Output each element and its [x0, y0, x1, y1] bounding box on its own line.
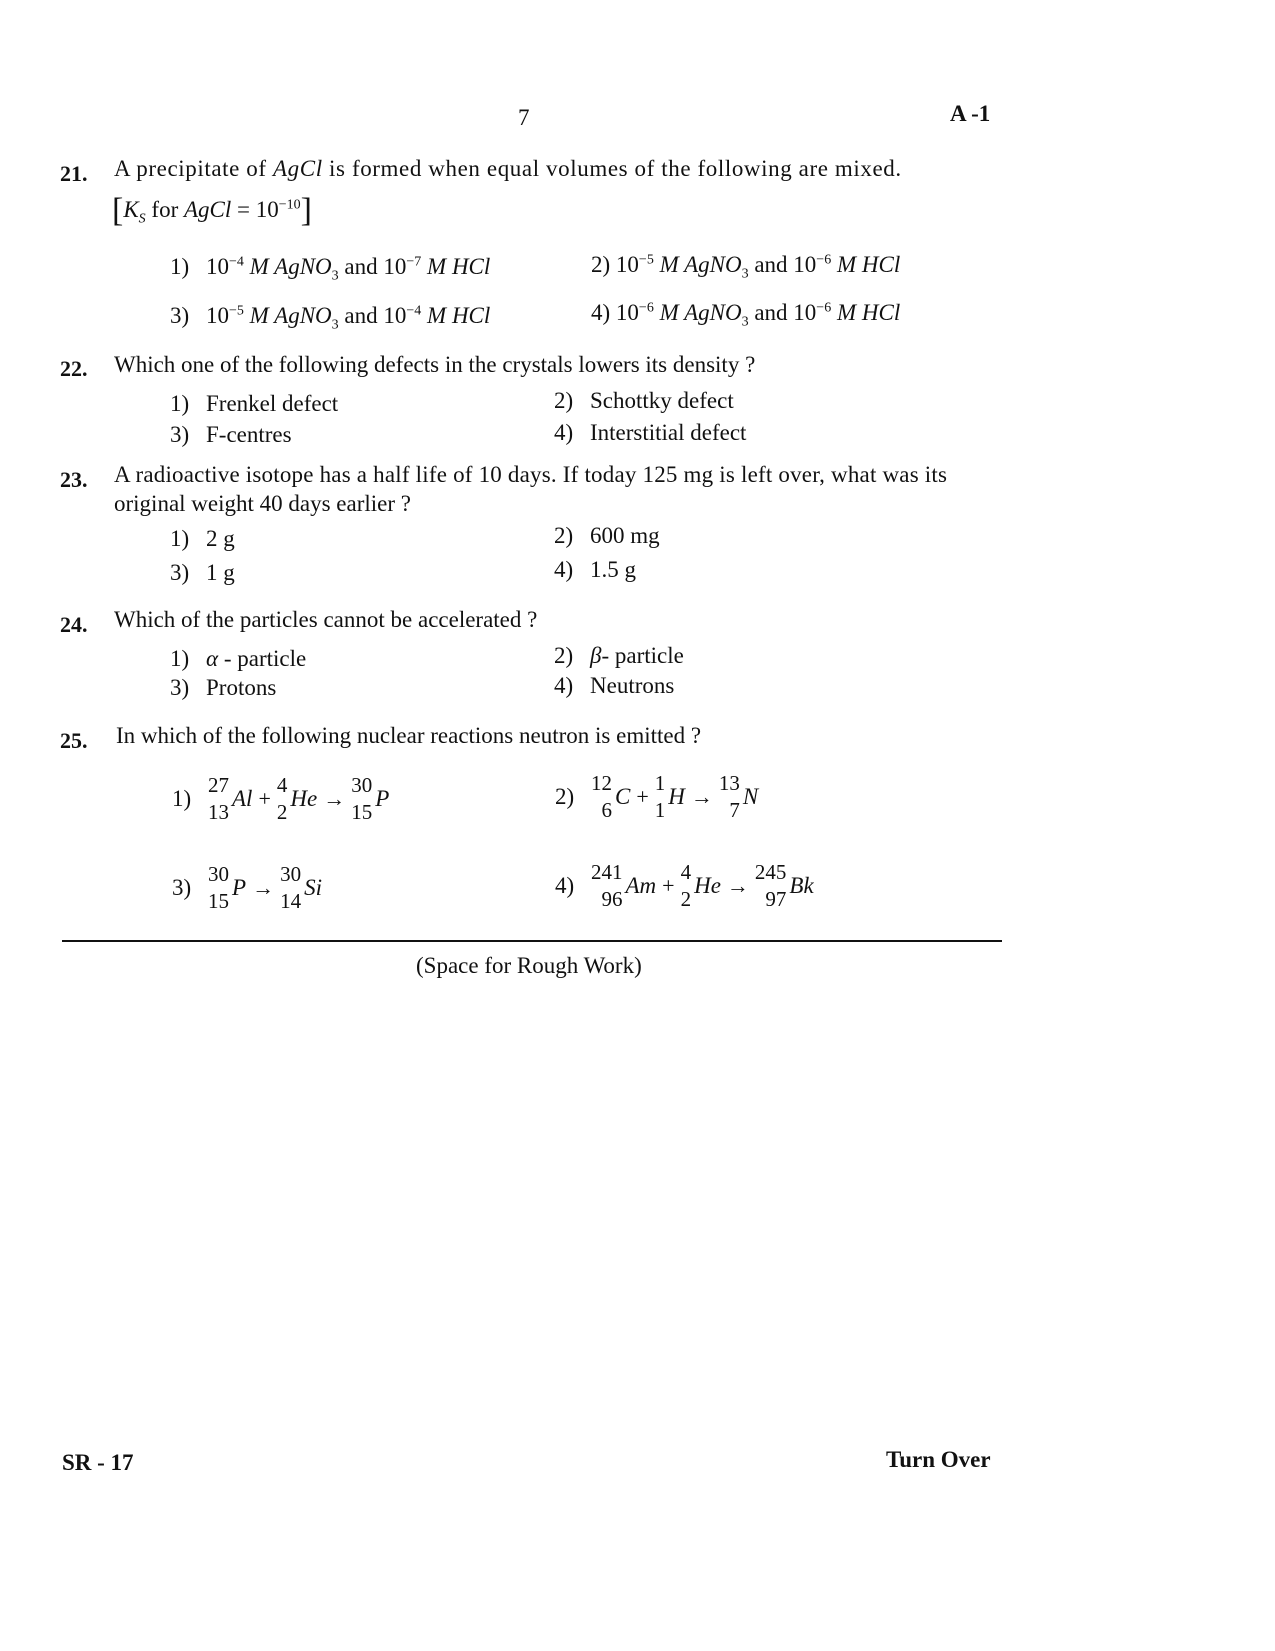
question-text: A precipitate of AgCl is formed when equal volumes of the following are mixed. [114, 156, 902, 181]
solubility-product-note: [$K_S$ for AgCl = $10^{-10}$] [112, 192, 312, 229]
option[interactable]: 3) 30 15 P → 30 14 Si [172, 861, 326, 915]
option[interactable]: 3) 1 g [170, 560, 235, 585]
nuclide: 245 97 Bk [754, 860, 814, 911]
option[interactable]: 2) 600 mg [554, 523, 660, 548]
nuclide: 4 2 He [680, 860, 721, 911]
option[interactable]: 3) Protons [170, 675, 277, 700]
option[interactable]: 4) $10^{-6}$ M AgNO$_3$ and $10^{-6}$ M HCl [591, 300, 901, 330]
nuclide: 1 1 H [654, 771, 685, 822]
question-text: A radioactive isotope has a half life of 10 days. If today 125 mg is left over, what was its [114, 462, 948, 487]
paper-code: A -1 [950, 101, 991, 126]
nuclide: 241 96 Am [591, 860, 657, 911]
option[interactable]: 2) β- particle [554, 643, 684, 668]
question-number: 25. [60, 728, 88, 753]
page-number: 7 [518, 105, 530, 130]
option[interactable]: 1) Frenkel defect [170, 391, 339, 416]
option[interactable]: 2) 12 6 C + 1 1 H → 13 7 N [555, 770, 762, 824]
option[interactable]: 1) $10^{-4}$ M AgNO$_3$ and $10^{-7}$ M HCl [170, 254, 491, 284]
question-number: 23. [60, 467, 88, 492]
section-divider [62, 940, 1002, 942]
question-text: Which of the particles cannot be accelerated ? [114, 607, 538, 632]
nuclide: 27 13 Al [208, 773, 253, 824]
option[interactable]: 1) 27 13 Al + 4 2 He → 30 15 P [172, 772, 393, 826]
option[interactable]: 1) 2 g [170, 526, 235, 551]
rough-work-label: (Space for Rough Work) [416, 953, 642, 978]
question-number: 22. [60, 356, 88, 381]
nuclide: 4 2 He [276, 773, 318, 824]
option[interactable]: 1) α - particle [170, 646, 307, 671]
option[interactable]: 4) Neutrons [554, 673, 675, 698]
nuclide: 30 14 Si [280, 862, 322, 913]
nuclide: 30 15 P [208, 862, 247, 913]
question-text: In which of the following nuclear reactions neutron is emitted ? [116, 723, 702, 748]
question-number: 21. [60, 161, 88, 186]
option[interactable]: 4) 1.5 g [554, 557, 636, 582]
nuclide: 12 6 C [591, 771, 631, 822]
option[interactable]: 4) Interstitial defect [554, 420, 747, 445]
question-text: Which one of the following defects in the crystals lowers its density ? [114, 352, 756, 377]
question-number: 24. [60, 612, 88, 637]
option[interactable]: 4) 241 96 Am + 4 2 He → 245 97 Bk [555, 859, 818, 913]
question-text-continued: original weight 40 days earlier ? [114, 491, 411, 516]
option[interactable]: 2) $10^{-5}$ M AgNO$_3$ and $10^{-6}$ M HCl [591, 252, 901, 282]
footer-code: SR - 17 [62, 1450, 134, 1475]
option[interactable]: 3) $10^{-5}$ M AgNO$_3$ and $10^{-4}$ M HCl [170, 303, 491, 333]
option[interactable]: 2) Schottky defect [554, 388, 734, 413]
nuclide: 30 15 P [351, 773, 390, 824]
nuclide: 13 7 N [718, 771, 759, 822]
turn-over-label: Turn Over [886, 1447, 991, 1472]
option[interactable]: 3) F-centres [170, 422, 292, 447]
